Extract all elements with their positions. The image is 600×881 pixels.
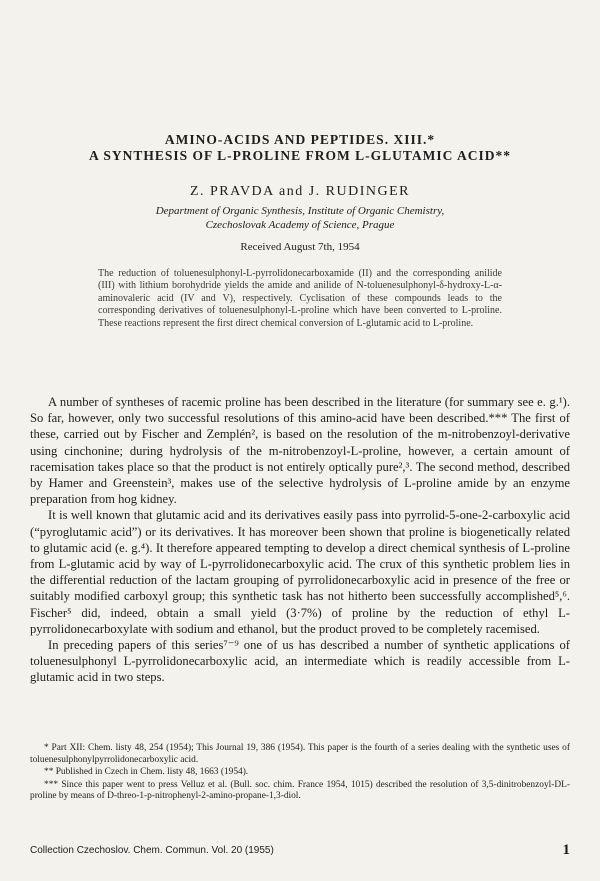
- paragraph-1: A number of syntheses of racemic proline has been described in the literature (for summary see e. g.¹). So far, however, only two successful resolutions of this amino-acid have been described.*** The first of these, carried out by Fischer and Zemplén², is based on the resolution of the m-nitrobenzoyl-derivative using cinchonine; during hydrolysis of the m-nitrobenzoyl-L-proline, however, a certain amount of racemisation takes place so that the product is not entirely optically pure²,³. The second method, described by Hamer and Greenstein³, makes use of the selective hydrolysis of L-proline amide by an enzyme preparation from hog kidney.: [30, 395, 570, 507]
- department-line-2: Czechoslovak Academy of Science, Prague: [205, 219, 395, 231]
- paragraph-3: In preceding papers of this series⁷⁻⁹ one of us has described a number of synthetic applications of toluenesulphonyl L-pyrrolidonecarboxylic acid, an intermediate which is readily accessible from L-glutamic acid in two steps.: [30, 638, 570, 685]
- footnote-2: ** Published in Czech in Chem. listy 48, 1663 (1954).: [44, 767, 249, 778]
- footnotes: [30, 743, 570, 804]
- journal-footer: Collection Czechoslov. Chem. Commun. Vol. 20 (1955): [30, 845, 274, 856]
- abstract: The reduction of toluenesulphonyl-L-pyrrolidonecarboxamide (II) and the corresponding anilide (III) with lithium borohydride yields the amide and anilide of N-toluenesulphonyl-δ-hydroxy-L-α-aminovaleric acid (IV and V), respectively. Cyclisation of these compounds leads to the corresponding derivatives of toluenesulphonyl-L-proline which have been converted to L-proline. These reactions represent the first direct chemical conversion of L-glutamic acid to L-proline.: [98, 268, 502, 329]
- received-date: Received August 7th, 1954: [240, 241, 360, 253]
- title-line-2: A SYNTHESIS OF L-PROLINE FROM L-GLUTAMIC ACID**: [88, 148, 512, 163]
- authors: Z. PRAVDA and J. RUDINGER: [189, 184, 411, 199]
- footnote-3: *** Since this paper went to press Velluz et al. (Bull. soc. chim. France 1954, 1015) described the resolution of 3,5-dinitrobenzoyl-DL-proline by means of D-threo-1-p-nitrophenyl-2-amino-propane-1,3-diol.: [30, 779, 570, 802]
- title-line-1: AMINO-ACIDS AND PEPTIDES. XIII.*: [164, 132, 436, 147]
- paragraph-2: It is well known that glutamic acid and its derivatives easily pass into pyrrolid-5-one-2-carboxylic acid (“pyroglutamic acid”) or its derivatives. It has moreover been shown that proline is biogenetically related to glutamic acid (e. g.⁴). It therefore appeared tempting to develop a direct chemical synthesis of L-proline from L-glutamic acid by way of L-pyrrolidonecarboxylic acid. The crux of this synthetic problem lies in the differential reduction of the lactam grouping of pyrrolidonecarboxylic acid in presence of the free or suitably modified carboxyl group; this synthetic task has not hitherto been successfully accomplished⁵,⁶. Fischer⁵ did, indeed, obtain a small yield (3·7%) of proline by the reduction of ethyl L-pyrrolidonecarboxylate with sodium and ethanol, but the product proved to be completely racemised.: [30, 508, 570, 636]
- footnote-1: * Part XII: Chem. listy 48, 254 (1954); This Journal 19, 386 (1954). This paper is the fourth of a series dealing with the synthetic uses of toluenesulphonylpyrrolidonecarboxylic acid.: [30, 743, 570, 765]
- department-line-1: Department of Organic Synthesis, Institute of Organic Chemistry,: [155, 205, 445, 217]
- body-text: [30, 394, 570, 686]
- page-number: 1: [562, 842, 570, 858]
